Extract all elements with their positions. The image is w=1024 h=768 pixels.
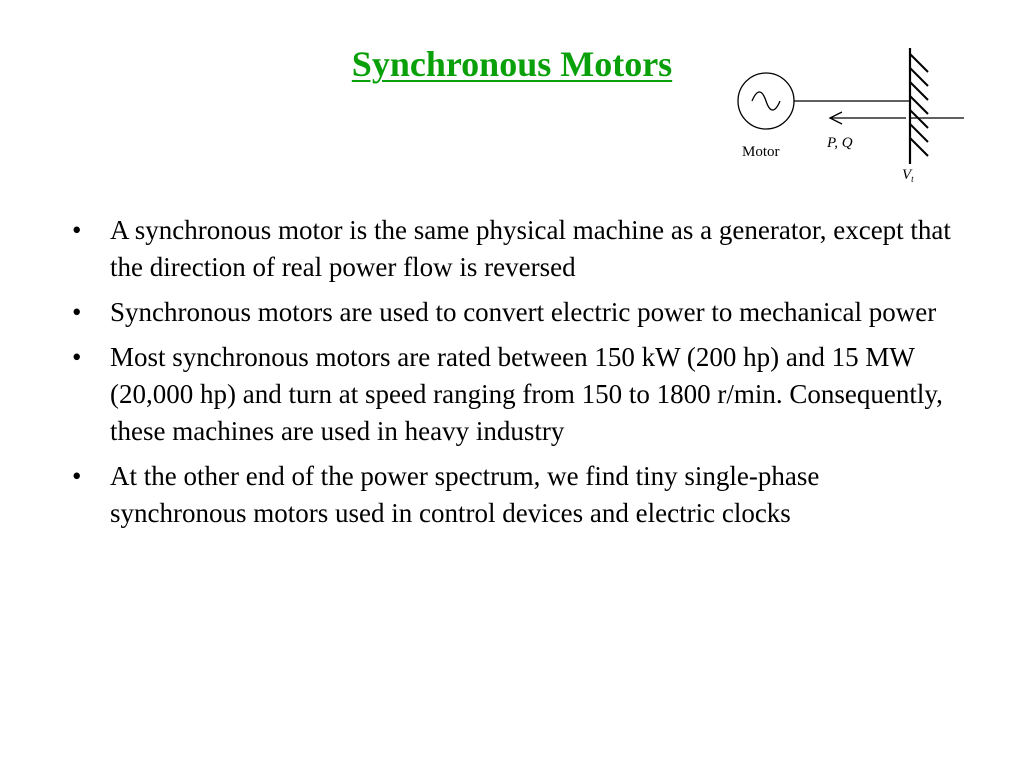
bullet-text: At the other end of the power spectrum, we find tiny single-phase synchronous motors used in control devices and electric clocks (110, 461, 820, 528)
bullet-text: Most synchronous motors are rated between 150 kW (200 hp) and 15 MW (20,000 hp) and turn at speed ranging from 150 to 1800 r/min. Consequently, these machines are used in heavy industry (110, 342, 943, 446)
bullet-item (72, 294, 952, 331)
voltage-subscript: t (911, 174, 914, 184)
bullet-item (72, 339, 952, 450)
bullet-marker: • (72, 461, 82, 491)
power-flow-label: P, Q (827, 135, 853, 151)
bullet-list (72, 212, 952, 540)
bullet-marker: • (72, 297, 82, 327)
power-flow-arrow-icon (830, 112, 906, 124)
bullet-text: Synchronous motors are used to convert electric power to mechanical power (110, 297, 937, 327)
bullet-text: A synchronous motor is the same physical machine as a generator, except that the direction of real power flow is reversed (110, 215, 951, 282)
motor-label: Motor (742, 144, 780, 160)
motor-bus-diagram (730, 44, 970, 194)
diagram-drawing (730, 44, 970, 194)
bullet-item (72, 212, 952, 286)
bullet-marker: • (72, 215, 82, 245)
bullet-item (72, 458, 952, 532)
infinite-bus-icon (910, 48, 964, 164)
bullet-marker: • (72, 342, 82, 372)
terminal-voltage-label (902, 168, 914, 184)
voltage-symbol: V (902, 167, 912, 183)
ac-source-icon (738, 73, 794, 129)
slide-title: Synchronous Motors (351, 44, 673, 84)
